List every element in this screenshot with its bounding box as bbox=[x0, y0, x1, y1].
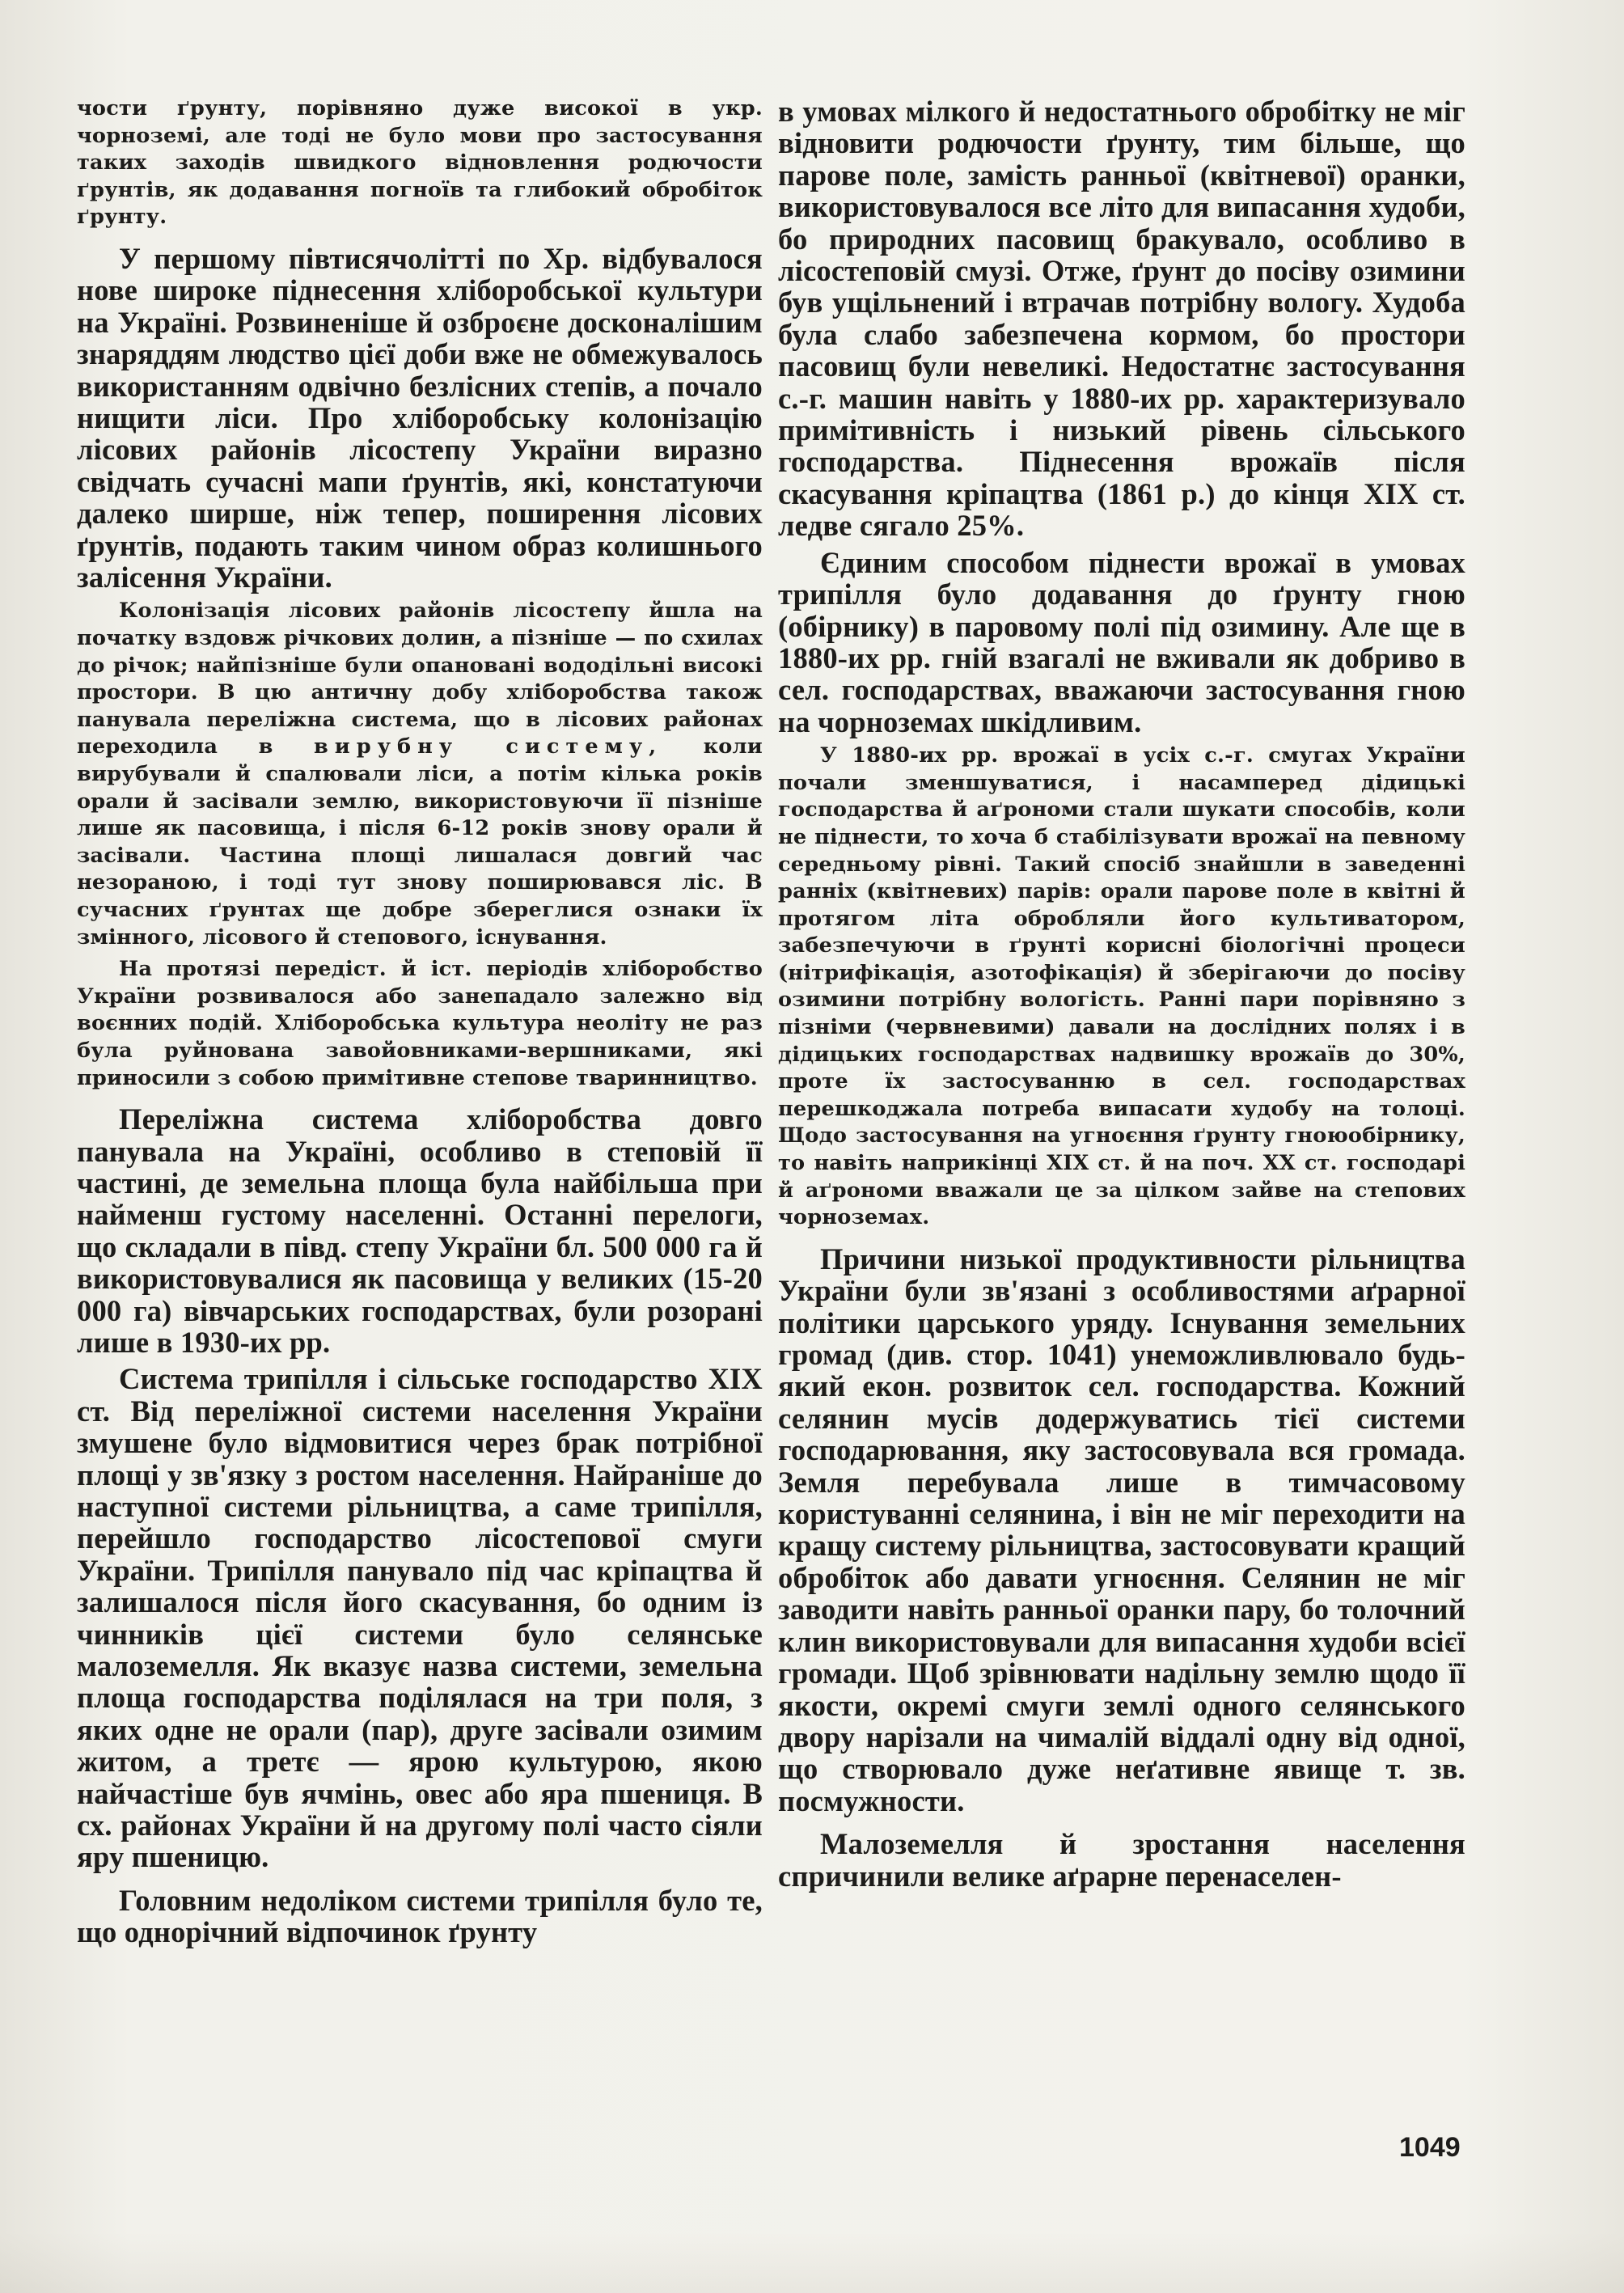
text-run: Від переліжної системи населення України змушене було відмовитися через брак потрібної площі у зв'язку з ростом населення. Найраніше до наступної системи рільництва, а саме трипілля, перейшло господарство лісостепової смуги України. Трипілля панувало під час кріпацтва й залишалося після його скасування, бо одним із чинників цієї системи було селянське малоземелля. Як вказує назва системи, земельна площа господарства поділялася на три поля, з яких одне не орали (пар), друге засівали озимим житом, а третє — ярою культурою, якою найчастіше був ячмінь, овес або яра пшениця. В сх. районах України й на другому полі часто сіяли яру пшеницю. bbox=[77, 1394, 763, 1874]
page-edge-shadow bbox=[0, 2232, 1624, 2293]
paragraph-small-3: На протязі передіст. й іст. періодів хліборобство України розвивалося або занепадало залежно від воєнних подій. Хліборобська культура неоліту не раз була руйнована завойовниками-вершниками, які приносили з собою примітивне степове тваринництво. bbox=[77, 957, 763, 1090]
paragraph-7: Причини низької продуктивности рільництва України були зв'язані з особливостями аґрарної політики царського уряду. Існування земельних громад (див. стор. 1041) унеможливлювало будь-який екон. розвиток сел. господарства. Кожний селянин мусів додержуватись тієї системи господарювання, яку застосовувала вся громада. Земля перебувала лише в тимчасовому користуванні селянина, і він не міг переходити на кращу систему рільництва, застосовувати кращий обробіток або давати угноєння. Селянин не міг заводити навіть ранньої оранки пару, бо толочний клин використовували для випасання худоби всієї громади. Щоб зрівнювати надільну землю щодо її якости, окремі смуги землі одного селянського двору нарізали на чималій віддалі одну від одної, що створювало дуже неґативне явище т. зв. посмужности. bbox=[778, 1242, 1465, 1817]
paragraph-small-2 bbox=[77, 598, 763, 951]
paragraph-5: в умовах мілкого й недостатнього обробітку не міг відновити родючости ґрунту, тим більше, що парове поле, замість ранньої (квітневої) оранки, використовувалося все літо для випасання худоби, бо природних пасовищ бракувало, особливо в лісостеповій смузі. Отже, ґрунт до посіву озимини був ущільнений і втрачав потрібну вологу. Худоба була слабо забезпечена кормом, бо простори пасовищ були невеликі. Недостатнє застосування с.-г. машин навіть у 1880-их рр. характеризувало примітивність і низький рівень сільського господарства. Піднесення врожаїв після скасування кріпацтва (1861 р.) до кінця XIX ст. ледве сягало 25%. bbox=[778, 95, 1465, 543]
paragraph-1: У першому півтисячолітті по Хр. відбувалося нове широке піднесення хліборобської культури на Україні. Розвиненіше й озброєне досконалішим знаряддям людство цієї доби вже не обмежувалось використанням одвічно безлісних степів, а почало нищити ліси. Про хліборобську колонізацію лісових районів лісостепу України виразно свідчать сучасні мапи ґрунтів, які, констатуючи далеко ширше, ніж тепер, поширення лісових ґрунтів, подають таким чином образ колишнього залісення України. bbox=[77, 241, 763, 594]
paragraph-3 bbox=[77, 1363, 763, 1873]
paragraph-small-4: У 1880-их рр. врожаї в усіх с.-г. смугах України почали зменшуватися, і насамперед дідицькі господарства й аґрономи стали шукати способів, коли не піднести, то хоча б стабілізувати врожаї на певному середньому рівні. Такий спосіб знайшли в заведенні ранніх (квітневих) парів: орали парове поле в квітні й протягом літа обробляли його культиватором, забезпечуючи в ґрунті корисні біологічні процеси (нітрифікація, азотофікація) й зберігаючи до посіву озимини потрібну вологість. Ранні пари порівняно з пізніми (червневими) давали на дослідних полях і в дідицьких господарствах надвишку врожаїв до 30%, проте їх застосуванню в сел. господарствах перешкоджала потреба випасати худобу на толоці. Щодо застосування на угноєння ґрунту гноюобірнику, то навіть наприкінці XIX ст. й на поч. XX ст. господарі й аґрономи вважали це за цілком зайве на степових чорноземах. bbox=[778, 743, 1465, 1230]
emphasized-term: вирубну систему, bbox=[313, 734, 663, 759]
text-run: Колонізація лісових районів лісостепу йшла на початку вздовж річкових долин, а пізніше — по схилах до річок; найпізніше були опановані вододільні високі простори. В цю античну добу хліборобства також панувала переліжна система, що в лісових районах переходила в bbox=[77, 599, 763, 759]
paragraph-8: Малоземелля й зростання населення спричинили велике аґрарне перенаселен- bbox=[778, 1827, 1465, 1893]
paragraph-6: Єдиним способом піднести врожаї в умовах трипілля було додавання до ґрунту гною (обірнику) в паровому полі під озимину. Але ще в 1880-их рр. гній взагалі не вживали як добриво в сел. господарствах, вважаючи застосування гною на чорноземах шкідливим. bbox=[778, 545, 1465, 738]
page-number: 1049 bbox=[1399, 2132, 1461, 2163]
paragraph-4: Головним недоліком системи трипілля було те, що однорічний відпочинок ґрунту bbox=[77, 1883, 763, 1949]
section-run-in-heading: Система трипілля і сільське господарство XIX ст. bbox=[77, 1362, 763, 1428]
paragraph-2: Переліжна система хліборобства довго панувала на Україні, особливо в степовій її частині, де земельна площа була найбільша при найменш густому населенні. Останні перелоги, що складали в півд. степу України бл. 500 000 га й використовувалися як пасовища у великих (15-20 000 га) вівчарських господарствах, були розорані лише в 1930-их рр. bbox=[77, 1102, 763, 1359]
right-column bbox=[778, 95, 1465, 1892]
text-run: коли вирубували й спалювали ліси, а потім кілька років орали й засівали землю, використовуючи її пізніше лише як пасовища, і після 6-12 років знову орали й засівали. Частина площі лишалася довгий час незораною, і тоді тут знову поширювався ліс. В сучасних ґрунтах ще добре збереглися ознаки їх змінного, лісового й степового, існування. bbox=[77, 734, 763, 950]
left-column bbox=[77, 95, 763, 1948]
paragraph-small-1: чости ґрунту, порівняно дуже високої в укр. чорноземі, але тоді не було мови про застосування таких заходів швидкого відновлення родючости ґрунтів, як додавання погноїв та глибокий обробіток ґрунту. bbox=[77, 96, 763, 230]
